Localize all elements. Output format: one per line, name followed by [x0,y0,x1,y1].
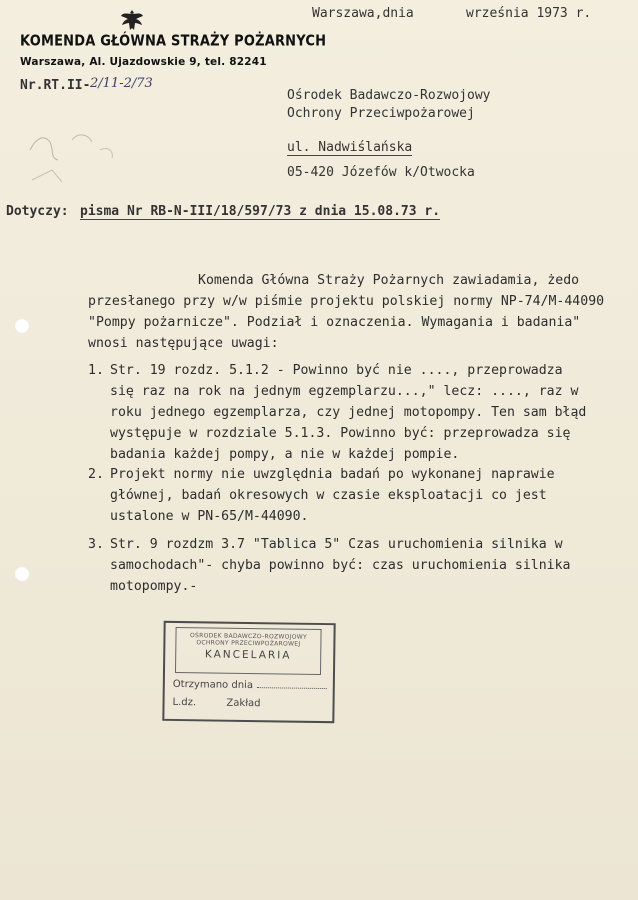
subject-label: Dotyczy: [6,204,69,219]
list-item-number: 3. [88,537,104,552]
received-stamp [162,621,335,723]
stamp-received-label: Otrzymano dnia [172,678,254,692]
date-city: Warszawa,dnia [312,6,414,21]
subject-text: pisma Nr RB-N-III/18/597/73 z dnia 15.08.73 r. [80,204,441,219]
list-item-text: Projekt normy nie uwzględnia badań po wykonanej naprawie głównej, badań okresowych w czasie eksploatacji co jest ustalone w PN-65/M-44090. [110,467,555,524]
recipient-street: ul. Nadwiślańska [287,140,413,155]
list-item-number: 1. [88,363,104,378]
eagle-emblem-icon [119,8,145,34]
list-item-text: Str. 9 rozdzm 3.7 "Tablica 5" Czas uruchomienia silnika w samochodach"- chyba powinno być: czas uruchomienia silnika motopompy.- [110,537,571,594]
list-item-text: Str. 19 rozdz. 5.1.2 - Powinno być nie ...., przeprowadza się raz na rok na jednym egzemplarzu...," lecz: ...., raz w roku jednego egzemplarza, czy jednej motopompy. Ten sam błąd występuje w rozdziale 5.1.3. Powinno być: przeprowadza się badania każdej pompy, a nie w każdej pompie. [110,363,587,462]
reference-number-label: Nr.RT.II- [20,78,91,93]
list-item [88,534,608,597]
recipient-city: 05-420 Józefów k/Otwocka [287,165,475,180]
stamp-zaklad-label: Zakład [226,697,261,710]
stamp-header-box [175,627,322,675]
stamp-line-3: KANCELARIA [204,648,292,662]
reference-number-handwritten: 2/11-2/73 [90,76,153,91]
recipient-line-1: Ośrodek Badawczo-Rozwojowy [287,88,491,103]
organization-address: Warszawa, Al. Ujazdowskie 9, tel. 82241 [20,56,267,68]
pencil-marks-icon [22,120,132,200]
organization-name: KOMENDA GŁÓWNA STRAŻY POŻARNYCH [20,32,327,51]
body-intro-line-1: Komenda Główna Straży Pożarnych zawiadamia, żedo [198,273,580,288]
list-item [88,360,608,465]
stamp-received-row [173,679,327,692]
stamp-ld-label: L.dz. [172,696,197,709]
stamp-line-2: OCHRONY PRZECIWPOŻAROWEJ [196,639,301,648]
body-intro-line-3: "Pompy pożarnicze". Podział i oznaczenia. Wymagania i badania" [88,315,581,330]
stamp-line-1: OŚRODEK BADAWCZO-ROZWOJOWY [189,632,308,641]
list-item [88,464,608,527]
date-month-year: września 1973 r. [466,6,592,21]
stamp-ld-row [172,697,260,709]
punch-hole [14,566,30,582]
punch-hole [14,318,30,334]
recipient-line-2: Ochrony Przeciwpożarowej [287,106,475,121]
body-intro-line-2: przesłanego przy w/w piśmie projektu polskiej normy NP-74/M-44090 [88,294,605,309]
list-item-number: 2. [88,467,104,482]
body-intro-line-4: wnosi następujące uwagi: [88,336,279,351]
